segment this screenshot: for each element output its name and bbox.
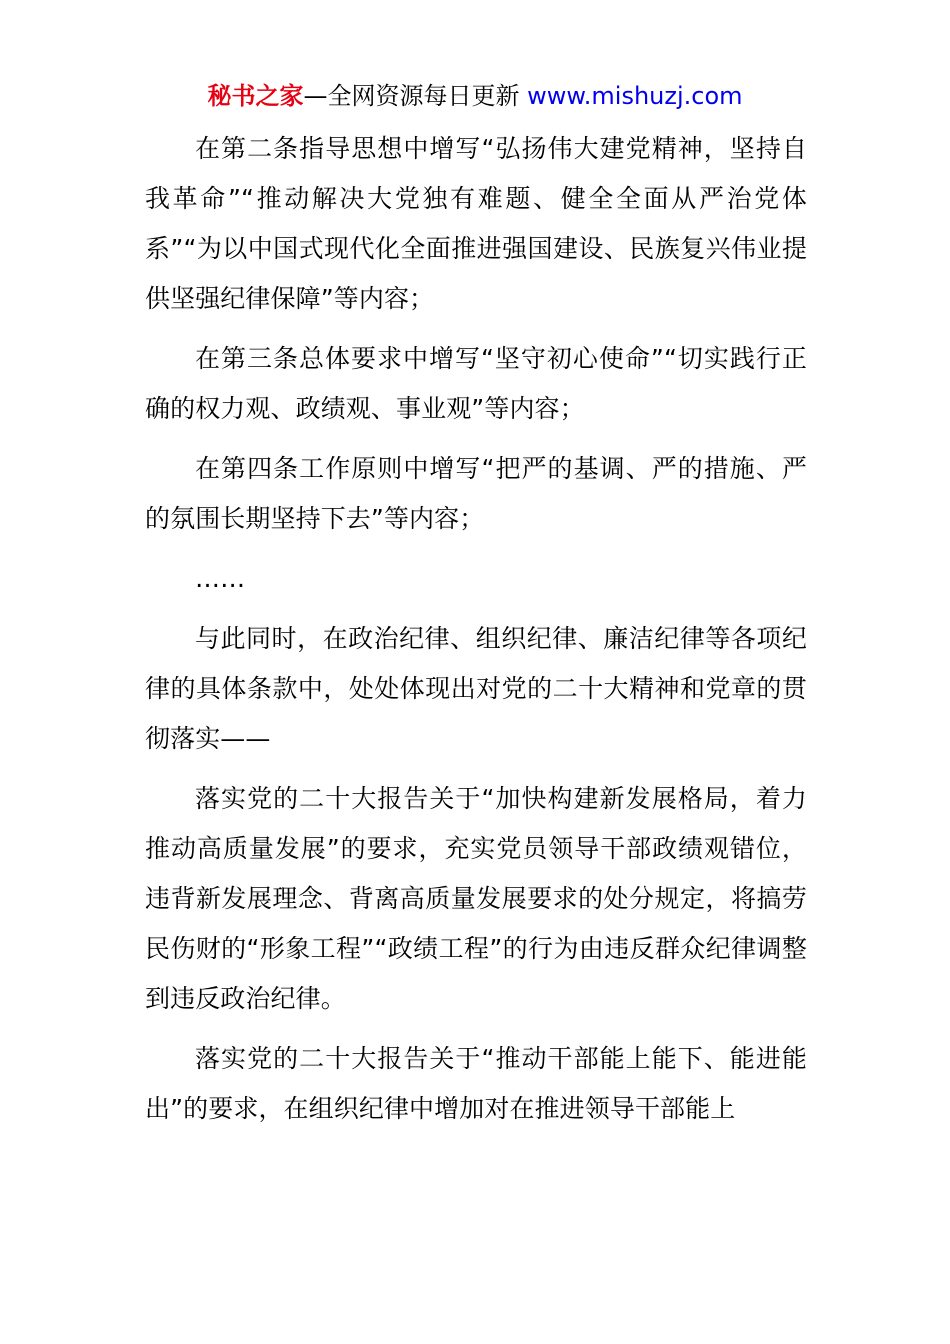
paragraph-general-requirements: 在第三条总体要求中增写“坚守初心使命”“切实践行正确的权力观、政绩观、事业观”等内容； xyxy=(145,344,807,423)
paragraph-guiding-thought: 在第二条指导思想中增写“弘扬伟大建党精神，坚持自我革命”“推动解决大党独有难题、健全全面从严治党体系”“为以中国式现代化全面推进强国建设、民族复兴伟业提供坚强纪律保障”等内容； xyxy=(145,134,807,313)
page-header xyxy=(0,78,950,114)
paragraph-specific-clauses: 与此同时，在政治纪律、组织纪律、廉洁纪律等各项纪律的具体条款中，处处体现出对党的二十大精神和党章的贯彻落实—— xyxy=(145,624,807,753)
paragraph-high-quality-development: 落实党的二十大报告关于“加快构建新发展格局，着力推动高质量发展”的要求，充实党员领导干部政绩观错位，违背新发展理念、背离高质量发展要求的处分规定，将搞劳民伤财的“形象工程”“政绩工程”的行为由违反群众纪律调整到违反政治纪律。 xyxy=(145,784,807,1013)
paragraph-ellipsis: …… xyxy=(195,564,246,593)
brand-name: 秘书之家 xyxy=(207,82,304,110)
document-body xyxy=(145,124,807,1144)
paragraph-cadre-promotion: 落实党的二十大报告关于“推动干部能上能下、能进能出”的要求，在组织纪律中增加对在推进领导干部能上 xyxy=(145,1044,807,1123)
paragraph-work-principles: 在第四条工作原则中增写“把严的基调、严的措施、严的氛围长期坚持下去”等内容； xyxy=(145,454,807,533)
website-link[interactable]: www.mishuzj.com xyxy=(527,82,743,110)
header-slogan: —全网资源每日更新 xyxy=(303,82,520,110)
